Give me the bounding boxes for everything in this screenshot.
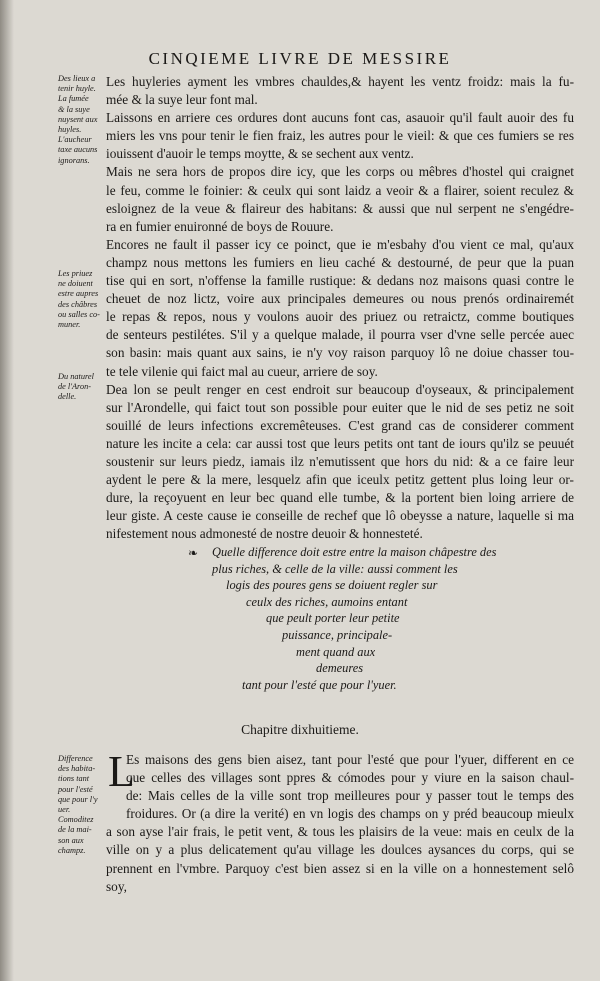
- text-line: nature les incite a cela: car aussi tost que leurs petits ont tant de iours qu'ilz se peuuét: [106, 435, 574, 451]
- margin-note-line: des habita-: [58, 764, 96, 774]
- text-line: le feu, comme le foinier: & ceulx qui sont laidz a veoir & a flairer, soient reculez &: [106, 182, 574, 198]
- title-line: Quelle difference doit estre entre la maison châpestre des: [212, 545, 497, 559]
- title-line: logis des poures gens se doiuent regler sur: [226, 578, 438, 593]
- margin-note-line: de la mai-: [58, 825, 92, 835]
- running-header: CINQIEME LIVRE DE MESSIRE: [148, 49, 452, 68]
- drop-cap: L: [108, 747, 135, 796]
- margin-note-line: Difference: [58, 754, 93, 763]
- margin-note-line: champz.: [58, 845, 86, 855]
- text-line: dure, la reçoyuent en leur bec quand elle tumbe, & la portent bien loing arriere de: [106, 490, 574, 506]
- fleuron-ornament: ❧: [188, 546, 199, 560]
- title-line: puissance, principale-: [282, 627, 393, 642]
- text-line: de: Mais celles de la ville sont trop meilleures pour y passer tout le temps des: [126, 788, 574, 804]
- margin-note-line: La fumée: [58, 94, 89, 104]
- margin-note-line: tenir huyle.: [58, 84, 96, 94]
- text-line: Mais ne sera hors de propos dire icy, que les corps ou mêbres d'hostel qui craignet: [106, 164, 574, 180]
- text-line: froidures. Or (a dire la verité) en vn logis des champs on y préd beaucoup mieulx: [126, 806, 574, 822]
- text-line: leur giste. A ceste cause ie conseille de rechef que lô obeysse a nature, laquelle si ma: [106, 508, 574, 524]
- margin-note-4: [58, 754, 106, 856]
- text-line: miers les vns pour tenir le fien fraiz, les autres pour le vieil: & que ces fumiers se res: [106, 128, 574, 144]
- paragraph-block-2: [106, 747, 574, 896]
- text-line: Encores ne fault il passer icy ce poinct, que ie m'esbahy d'ou vient ce mal, qu'aux: [106, 236, 574, 252]
- margin-note-line: taxe aucuns: [58, 145, 98, 155]
- margin-note-line: tions tant: [58, 774, 90, 784]
- title-line: tant pour l'esté que pour l'yuer.: [242, 677, 397, 692]
- text-line: sur l'Arondelle, qui faict tout son possible pour euiter que le nid de ses petiz ne soit: [106, 399, 574, 415]
- margin-note-line: ou salles co-: [58, 309, 100, 319]
- margin-note-3: [58, 372, 106, 403]
- page-gutter-shadow: [0, 0, 14, 981]
- margin-note-line: muner.: [58, 320, 81, 330]
- text-line: soustenir sur leurs piedz, iamais ilz n'emutissent que hors du nid: & a ce faire leur: [106, 453, 574, 469]
- margin-note-line: ne doiuent: [58, 279, 93, 289]
- text-line: soy,: [106, 878, 127, 894]
- text-line: tise qui en sort, n'offense la famille rustique: & dedans noz maisons quasi contre le: [106, 273, 574, 289]
- margin-note-line: Des lieux a: [58, 74, 96, 83]
- text-line: Dea lon se peult renger en cest endroit sur beaucoup d'oyseaux, & principalement: [106, 381, 574, 397]
- text-line: Es maisons des gens bien aisez, tant pour l'esté que pour l'yuer, different en ce: [126, 752, 574, 767]
- margin-note-1: [58, 74, 106, 166]
- text-line: mée & la suye leur font mal.: [106, 92, 258, 108]
- margin-note-line: son aux: [58, 835, 84, 845]
- text-line: aydent le pere & la mere, lesquelz afin que iceulx petitz gettent plus loing leur or-: [106, 472, 574, 488]
- text-line: ville on y a plus delicatement qu'au village les doulces aysances du corps, qui se: [106, 842, 574, 858]
- text-line: esloignez de la veue & flaireur des habitans: & aussi que nul serpent ne s'engédre-: [106, 200, 574, 216]
- margin-note-line: Les priuez: [58, 269, 93, 278]
- margin-note-2: [58, 269, 106, 330]
- text-line: te tele vilenie qui faict mal au cueur, arriere de soy.: [106, 363, 378, 379]
- title-line: demeures: [316, 661, 364, 676]
- text-line: souillé de leurs infections excremêteuses. C'est grand cas de considerer comment: [106, 417, 574, 433]
- text-line: de senteurs pestilétes. S'il y a quelque malade, il pourra vser d'vne selle percée auec: [106, 327, 574, 343]
- margin-note-line: Du naturel: [58, 372, 94, 381]
- margin-note-line: des châbres: [58, 299, 98, 309]
- text-line: ra en fumier enuironné de boys de Rouure.: [106, 218, 334, 234]
- margin-note-line: Comoditez: [58, 815, 94, 825]
- text-line: que celles des villages sont ppres & cómodes pour y viure en la saison chaul-: [126, 770, 574, 786]
- margin-note-line: que pour l'y: [58, 794, 98, 804]
- text-line: Laissons en arriere ces ordures dont aucuns font cas, asauoir qu'il fault auoir des fu: [106, 110, 574, 126]
- margin-note-line: uer.: [58, 805, 71, 815]
- margin-note-line: nuysent aux: [58, 114, 98, 124]
- text-line: nifestement nous admonesté de nostre deuoir & honnesteté.: [106, 526, 423, 542]
- text-line: le repas & repos, nous y voulons auoir des priuez ou retraictz, comme boutiques: [106, 309, 574, 325]
- text-line: a son ayse l'air frais, le petit vent, & tous les plaisirs de la veue: mais en ceulx de la: [106, 824, 574, 840]
- text-line: prennent en l'vmbre. Parquoy c'est bien assez si en la ville on a honnestement selô: [106, 860, 574, 876]
- text-line: champz nous mettons les fumiers en lieu caché & destourné, de peur que la puan: [106, 254, 574, 270]
- paragraph-block-1: [106, 73, 574, 543]
- margin-note-line: & la suye: [58, 104, 90, 114]
- text-line: iouissent d'auoir le temps moytte, & se sechent aux ventz.: [106, 146, 414, 162]
- margin-note-line: de l'Aron-: [58, 382, 92, 392]
- title-line: plus riches, & celle de la ville: aussi comment les: [212, 561, 458, 576]
- margin-note-line: L'aucheur: [58, 135, 92, 145]
- title-line: ceulx des riches, aumoins entant: [246, 594, 408, 609]
- text-line: Les huyleries ayment les vmbres chauldes,& hayent les ventz froidz: mais la fu-: [106, 74, 574, 89]
- margin-note-line: pour l'esté: [58, 784, 93, 794]
- margin-note-line: ignorans.: [58, 155, 90, 165]
- title-line: que peult porter leur petite: [266, 611, 400, 626]
- chapter-heading: Chapitre dixhuitieme.: [241, 722, 359, 737]
- margin-note-line: delle.: [58, 392, 77, 402]
- text-line: son basin: mais quant aux sains, ie n'y voy raison parquoy lô ne doiue chasser tou-: [106, 345, 574, 361]
- title-line: ment quand aux: [296, 644, 376, 659]
- margin-note-line: huyles.: [58, 125, 82, 135]
- chapter-title: [212, 544, 512, 693]
- margin-note-line: estre aupres: [58, 289, 99, 299]
- text-line: cheuet de noz lictz, voire aux principales demeures ou nous prenós ordinairemét: [106, 291, 574, 307]
